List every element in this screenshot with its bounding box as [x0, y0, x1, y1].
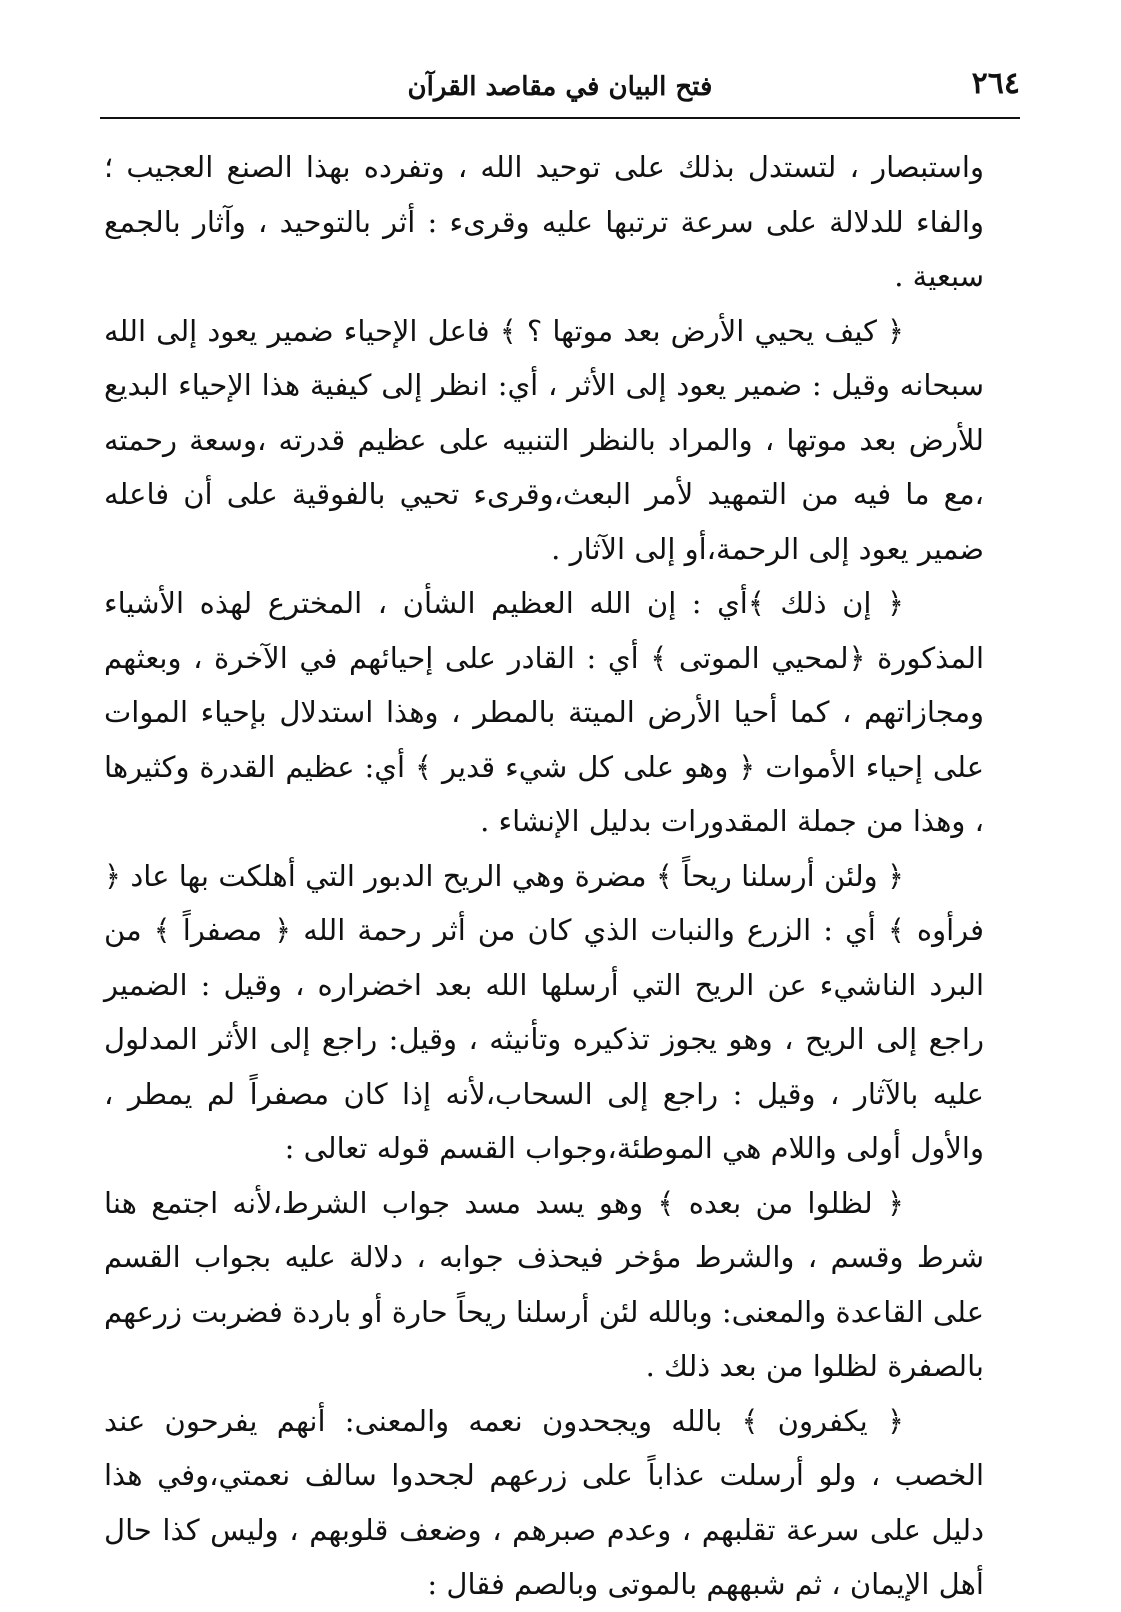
page-header	[100, 66, 1020, 112]
page-number: ٢٦٤	[971, 66, 1020, 101]
paragraph-wa-lain-arsalna: ﴿ ولئن أرسلنا ريحاً ﴾ مضرة وهي الريح الدبور التي أهلكت بها عاد ﴿ فرأوه ﴾ أي : الزرع والنبات الذي كان من أثر رحمة الله ﴿ مصفراً ﴾ من البرد الناشيء عن الريح التي أرسلها الله بعد اخضراره ، وقيل : الضمير راجع إلى الريح ، وهو يجوز تذكيره وتأنيثه ، وقيل: راجع إلى الأثر المدلول عليه بالآثار ، وقيل : راجع إلى السحاب،لأنه إذا كان مصفراً لم يمطر ، والأول أولى واللام هي الموطئة،وجواب القسم قوله تعالى :	[104, 858, 984, 1165]
paragraph-kayfa-yuhyi: ﴿ كيف يحيي الأرض بعد موتها ؟ ﴾ فاعل الإحياء ضمير يعود إلى الله سبحانه وقيل : ضمير يعود إلى الأثر ، أي: انظر إلى كيفية هذا الإحياء البديع للأرض بعد موتها ، والمراد بالنظر التنبيه على عظيم قدرته ،وسعة رحمته ،مع ما فيه من التمهيد لأمر البعث،وقرىء تحيي بالفوقية على أن فاعله ضمير يعود إلى الرحمة،أو إلى الآثار .	[104, 313, 984, 566]
running-title: فتح البيان في مقاصد القرآن	[407, 72, 713, 102]
body-text	[104, 140, 984, 1612]
header-divider	[100, 117, 1020, 119]
paragraph-yakfurun: ﴿ يكفرون ﴾ بالله ويجحدون نعمه والمعنى: أنهم يفرحون عند الخصب ، ولو أرسلت عذاباً على زرعهم لجحدوا سالف نعمتي،وفي هذا دليل على سرعة تقلبهم ، وعدم صبرهم ، وضعف قلوبهم ، وليس كذا حال أهل الإيمان ، ثم شبههم بالموتى وبالصم فقال :	[104, 1403, 984, 1601]
paragraph-inna-dhalika: ﴿ إن ذلك ﴾أي : إن الله العظيم الشأن ، المخترع لهذه الأشياء المذكورة ﴿لمحيي الموتى ﴾ أي : القادر على إحيائهم في الآخرة ، وبعثهم ومجازاتهم ، كما أحيا الأرض الميتة بالمطر ، وهذا استدلال بإحياء الموات على إحياء الأموات ﴿ وهو على كل شيء قدير ﴾ أي: عظيم القدرة وكثيرها ، وهذا من جملة المقدورات بدليل الإنشاء .	[104, 586, 984, 838]
paragraph-continuation: واستبصار ، لتستدل بذلك على توحيد الله ، وتفرده بهذا الصنع العجيب ؛والفاء للدلالة على سرعة ترتبها عليه وقرىء : أثر بالتوحيد ، وآثار بالجمع سبعية .	[104, 150, 984, 293]
paragraph-la-zallu: ﴿ لظلوا من بعده ﴾ وهو يسد مسد جواب الشرط،لأنه اجتمع هنا شرط وقسم ، والشرط مؤخر فيحذف جوابه ، دلالة عليه بجواب القسم على القاعدة والمعنى: وبالله لئن أرسلنا ريحاً حارة أو باردة فضربت زرعهم بالصفرة لظلوا من بعد ذلك .	[104, 1185, 984, 1383]
